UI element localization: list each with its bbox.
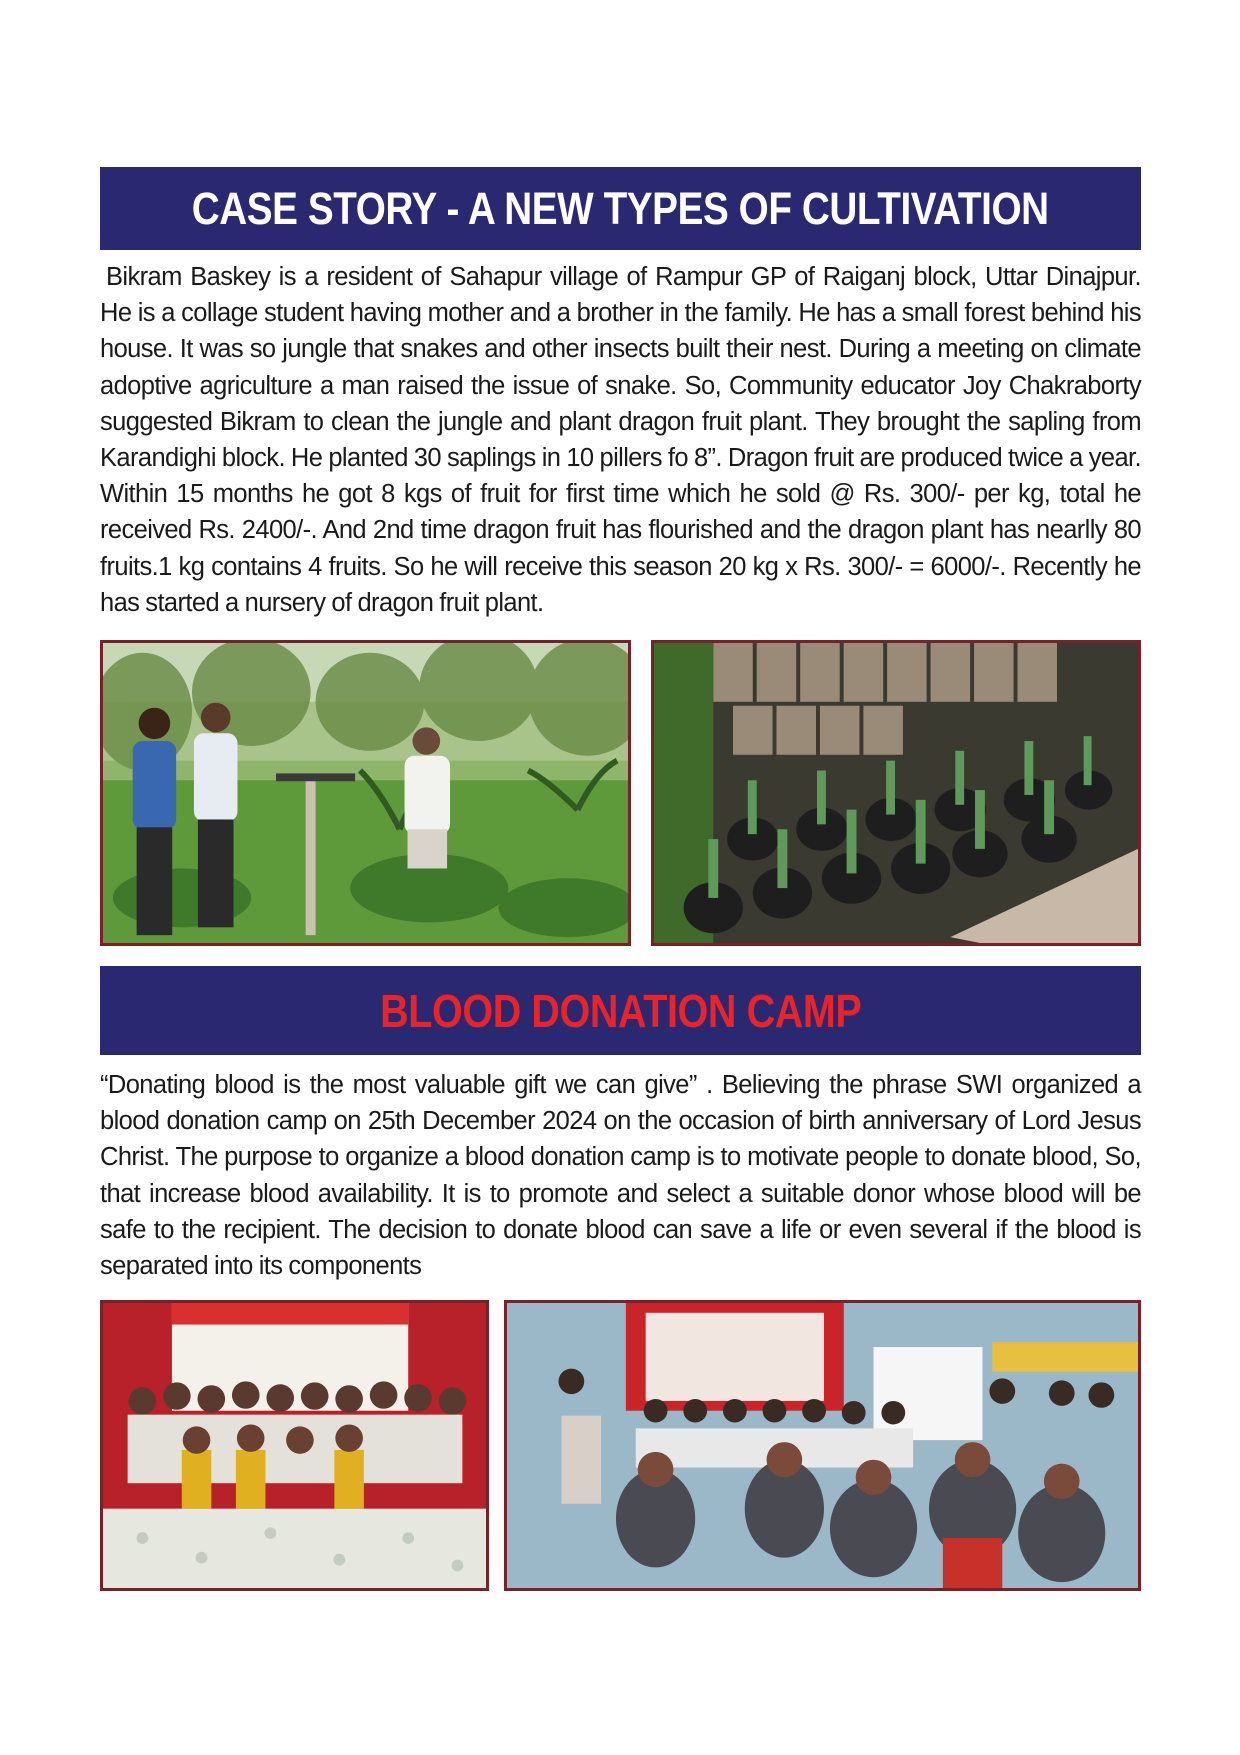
blood-donation-paragraph: “Donating blood is the most valuable gift we can give” . Believing the phrase SWI organized a blood donation camp on 25th December 2024 on the occasion of birth anniversary of Lord Jesus Christ. The purpose to organize a blood donation camp is to motivate people to donate blood, So, that increase blood availability. It is to promote and select a suitable donor whose blood will be safe to the recipient. The decision to donate blood can save a life or even several if the blood is separated into its components	[100, 1071, 1141, 1281]
case-story-paragraph: Bikram Baskey is a resident of Sahapur village of Rampur GP of Raiganj block, Uttar Dinajpur. He is a collage student having mother and a brother in the family. He has a small forest behind his house. It was so jungle that snakes and other insects built their nest. During a meeting on climate adoptive agriculture a man raised the issue of snake. So, Community educator Joy Chakraborty suggested Bikram to clean the jungle and plant dragon fruit plant. They brought the sapling from Karandighi block. He planted 30 saplings in 10 pillers fo 8”. Dragon fruit are produced twice a year. Within 15 months he got 8 kgs of fruit for first time which he sold @ Rs. 300/- per kg, total he received Rs. 2400/-. And 2nd time dragon fruit has flourished and the dragon plant has nearlly 80 fruits.1 kg contains 4 fruits. So he will receive this season 20 kg x Rs. 300/- = 6000/-. Recently he has started a nursery of dragon fruit plant.	[100, 263, 1141, 617]
blood-donation-title: BLOOD DONATION CAMP	[379, 984, 862, 1037]
blood-camp-group-photo	[100, 1300, 489, 1591]
dragon-fruit-field-photo	[100, 640, 631, 946]
dragon-fruit-nursery-photo	[651, 640, 1141, 946]
blood-camp-audience-photo	[504, 1300, 1141, 1591]
blood-donation-banner	[100, 966, 1141, 1055]
case-story-banner	[100, 167, 1141, 250]
case-story-title: CASE STORY - A NEW TYPES OF CULTIVATION	[192, 182, 1049, 234]
